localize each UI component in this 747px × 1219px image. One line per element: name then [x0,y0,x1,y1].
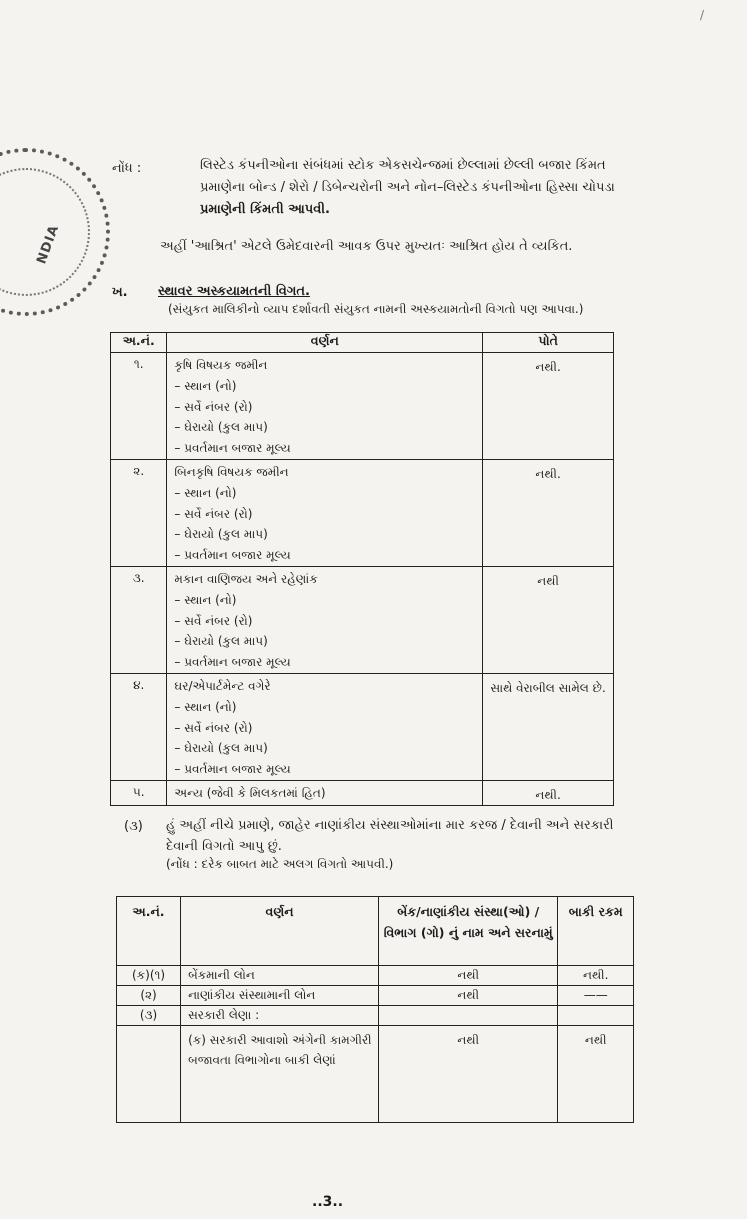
note-line-3: પ્રમાણેની કિંમતી આપવી. [200,202,330,217]
row-institution: નથી [379,986,558,1006]
row-title: કૃષિ વિષયક જમીન [174,358,268,372]
para3-number: (૩) [124,819,143,834]
table-row [117,1026,634,1123]
table-header-row [117,897,634,966]
table-row [111,566,614,673]
section-marker: ખ. [112,285,128,300]
header-serial: અ.નં. [111,333,167,353]
row-serial: ૫. [111,780,167,805]
row-sub: – સ્થાન (નો) [174,592,237,607]
row-serial: ૪. [111,673,167,780]
row-description [167,673,483,780]
note-line-1: લિસ્ટેડ કંપનીઓના સંબંધમાં સ્ટોક એકસચેન્જમાં છેલ્લામાં છેલ્લી બજાર કિંમત [200,158,606,173]
table-row [117,1006,634,1026]
dependent-definition: અહીં 'આશ્રિત' એટલે ઉમેદવારની આવક ઉપર મુખ્યતઃ આશ્રિત હોય તે વ્યકિત. [160,239,573,254]
table-row [117,966,634,986]
row-description: નાણાંકીય સંસ્થામાની લોન [181,986,379,1006]
row-sub: – પ્રવર્તમાન બજાર મૂલ્ય [174,762,291,777]
immovable-assets-table [110,332,614,806]
note-text [200,155,640,221]
para3-note: (નોંધ : દરેક બાબત માટે અલગ વિગતો આપવી.) [166,857,394,871]
row-serial [117,1026,181,1123]
row-title: ઘર/એપાર્ટમેન્ટ વગેરે [174,678,271,693]
table-row [111,353,614,460]
row-serial: (ક)(૧) [117,966,181,986]
row-description [167,459,483,566]
row-sub: – પ્રવર્તમાન બજાર મૂલ્ય [174,548,291,563]
row-outstanding: નથી [558,1026,634,1123]
row-self-value: નથી [483,566,614,673]
row-sub: – પ્રવર્તમાન બજાર મૂલ્ય [174,655,291,670]
row-self-value: નથી. [483,780,614,805]
seal-text: NDIA [34,222,63,267]
para3-text: હું અહીં નીચે પ્રમાણે, જાહેર નાણાંકીય સંસ્થાઓમાંના માર કરજ / દેવાની અને સરકારી દેવાની વિગતો આપુ છું. [166,818,614,854]
row-description [167,780,483,805]
row-self-value: સાથે વેરાબીલ સામેલ છે. [483,673,614,780]
row-serial: ૧. [111,353,167,460]
row-serial: (૨) [117,986,181,1006]
row-sub: – સર્વે નંબર (રો) [174,399,253,414]
row-sub: – સ્થાન (નો) [174,485,237,500]
header-self: પોતે [483,333,614,353]
row-sub: – ઘેરાયો (કુલ માપ) [174,527,268,542]
section-title: સ્થાવર અસ્કયામતની વિગત. [158,284,310,299]
row-sub: – ઘેરાયો (કુલ માપ) [174,634,268,649]
page-number: ..3.. [312,1194,344,1210]
note-line-2: પ્રમાણેના બોન્ડ / શેરો / ડિબેન્ચરોની અને નોન–લિસ્ટેડ કંપનીઓના હિસ્સા ચોપડા [200,180,615,195]
header-description: વર્ણન [181,897,379,966]
table-row [111,780,614,805]
row-sub: – ઘેરાયો (કુલ માપ) [174,741,268,756]
table-row [117,986,634,1006]
row-sub: – સ્થાન (નો) [174,699,237,714]
row-outstanding [558,1006,634,1026]
row-sub: – સર્વે નંબર (રો) [174,506,253,521]
row-description [167,353,483,460]
row-title: અન્ય (જેવી કે મિલકતમાં હિત) [174,785,326,800]
official-seal [0,148,110,316]
row-institution: નથી [379,966,558,986]
header-description: વર્ણન [167,333,483,353]
row-description: (ક) સરકારી આવાશો અંગેની કામગીરી બજાવતા વિભાગોના બાકી લેણાં [181,1026,379,1123]
table-row [111,673,614,780]
row-sub: – સર્વે નંબર (રો) [174,613,253,628]
liabilities-table [116,896,634,1123]
row-serial: (૩) [117,1006,181,1026]
row-sub: – ઘેરાયો (કુલ માપ) [174,420,268,435]
row-sub: – પ્રવર્તમાન બજાર મૂલ્ય [174,441,291,456]
row-serial: ૩. [111,566,167,673]
table-header-row [111,333,614,353]
row-sub: – સ્થાન (નો) [174,378,237,393]
row-title: બિનકૃષિ વિષયક જમીન [174,464,289,479]
corner-mark: / [700,8,705,22]
row-description: સરકારી લેણા : [181,1006,379,1026]
row-outstanding: નથી. [558,966,634,986]
row-self-value: નથી. [483,353,614,460]
row-self-value: નથી. [483,459,614,566]
row-serial: ૨. [111,459,167,566]
section-subtitle: (સંયુકત માલિકીનો વ્યાપ દર્શાવતી સંયુકત નામની અસ્કયામતોની વિગતો પણ આપવા.) [168,302,584,316]
header-outstanding: બાકી રકમ [558,897,634,966]
header-serial: અ.નં. [117,897,181,966]
note-label: નોંધ : [112,161,142,176]
table-row [111,459,614,566]
row-sub: – સર્વે નંબર (રો) [174,720,253,735]
row-outstanding: —— [558,986,634,1006]
row-institution: નથી [379,1026,558,1123]
header-institution: બેંક/નાણાંકીય સંસ્થા(ઓ) / વિભાગ (ગો) નું નામ અને સરનામું [379,897,558,966]
row-description: બેંકમાની લોન [181,966,379,986]
row-institution [379,1006,558,1026]
row-title: મકાન વાણિજય અને રહેણાંક [174,571,318,586]
row-description [167,566,483,673]
